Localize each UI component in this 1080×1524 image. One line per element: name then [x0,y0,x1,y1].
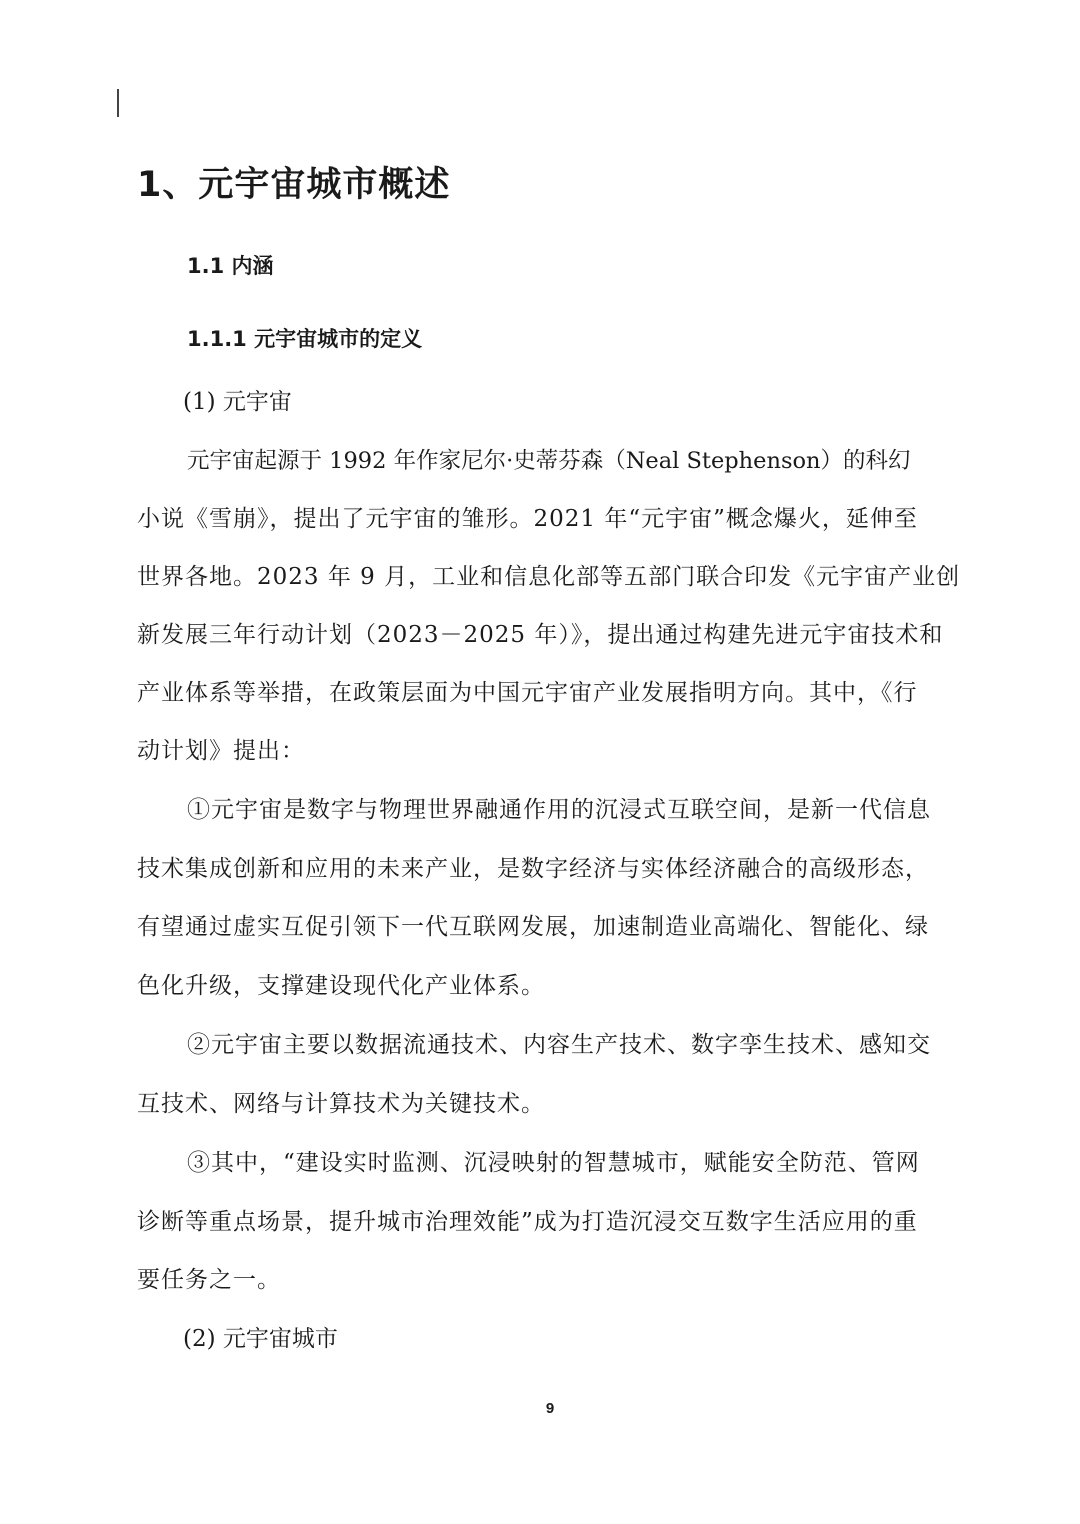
chapter-heading: 1、元宇宙城市概述 [137,165,451,205]
paragraph-line: 色化升级，支撑建设现代化产业体系。 [137,973,545,999]
paragraph-line: 动计划》提出： [137,738,305,764]
item-heading-metaverse-city: (2) 元宇宙城市 [183,1326,338,1352]
page-number: 9 [545,1400,555,1417]
paragraph-line: ③其中，“建设实时监测、沉浸映射的智慧城市，赋能安全防范、管网 [187,1150,920,1176]
margin-mark [117,89,119,117]
subsection-heading: 1.1.1 元宇宙城市的定义 [187,327,423,351]
paragraph-line: 技术集成创新和应用的未来产业，是数字经济与实体经济融合的高级形态， [137,856,929,882]
paragraph-line: ①元宇宙是数字与物理世界融通作用的沉浸式互联空间，是新一代信息 [187,797,931,823]
section-heading: 1.1 内涵 [187,254,274,278]
paragraph-line: 新发展三年行动计划（2023－2025 年）》，提出通过构建先进元宇宙技术和 [137,622,944,648]
paragraph-line: ②元宇宙主要以数据流通技术、内容生产技术、数字孪生技术、感知交 [187,1032,931,1058]
paragraph-line: 元宇宙起源于 1992 年作家尼尔·史蒂芬森（Neal Stephenson）的科幻 [187,448,911,474]
paragraph-line: 要任务之一。 [137,1267,281,1293]
paragraph-line: 小说《雪崩》，提出了元宇宙的雏形。2021 年“元宇宙”概念爆火，延伸至 [137,506,918,532]
paragraph-line: 世界各地。2023 年 9 月，工业和信息化部等五部门联合印发《元宇宙产业创 [137,564,961,590]
item-heading-metaverse: (1) 元宇宙 [183,389,292,415]
paragraph-line: 产业体系等举措，在政策层面为中国元宇宙产业发展指明方向。其中，《行 [137,680,918,706]
paragraph-line: 有望通过虚实互促引领下一代互联网发展，加速制造业高端化、智能化、绿 [137,914,929,940]
paragraph-line: 诊断等重点场景，提升城市治理效能”成为打造沉浸交互数字生活应用的重 [137,1209,918,1235]
paragraph-line: 互技术、网络与计算技术为关键技术。 [137,1091,545,1117]
